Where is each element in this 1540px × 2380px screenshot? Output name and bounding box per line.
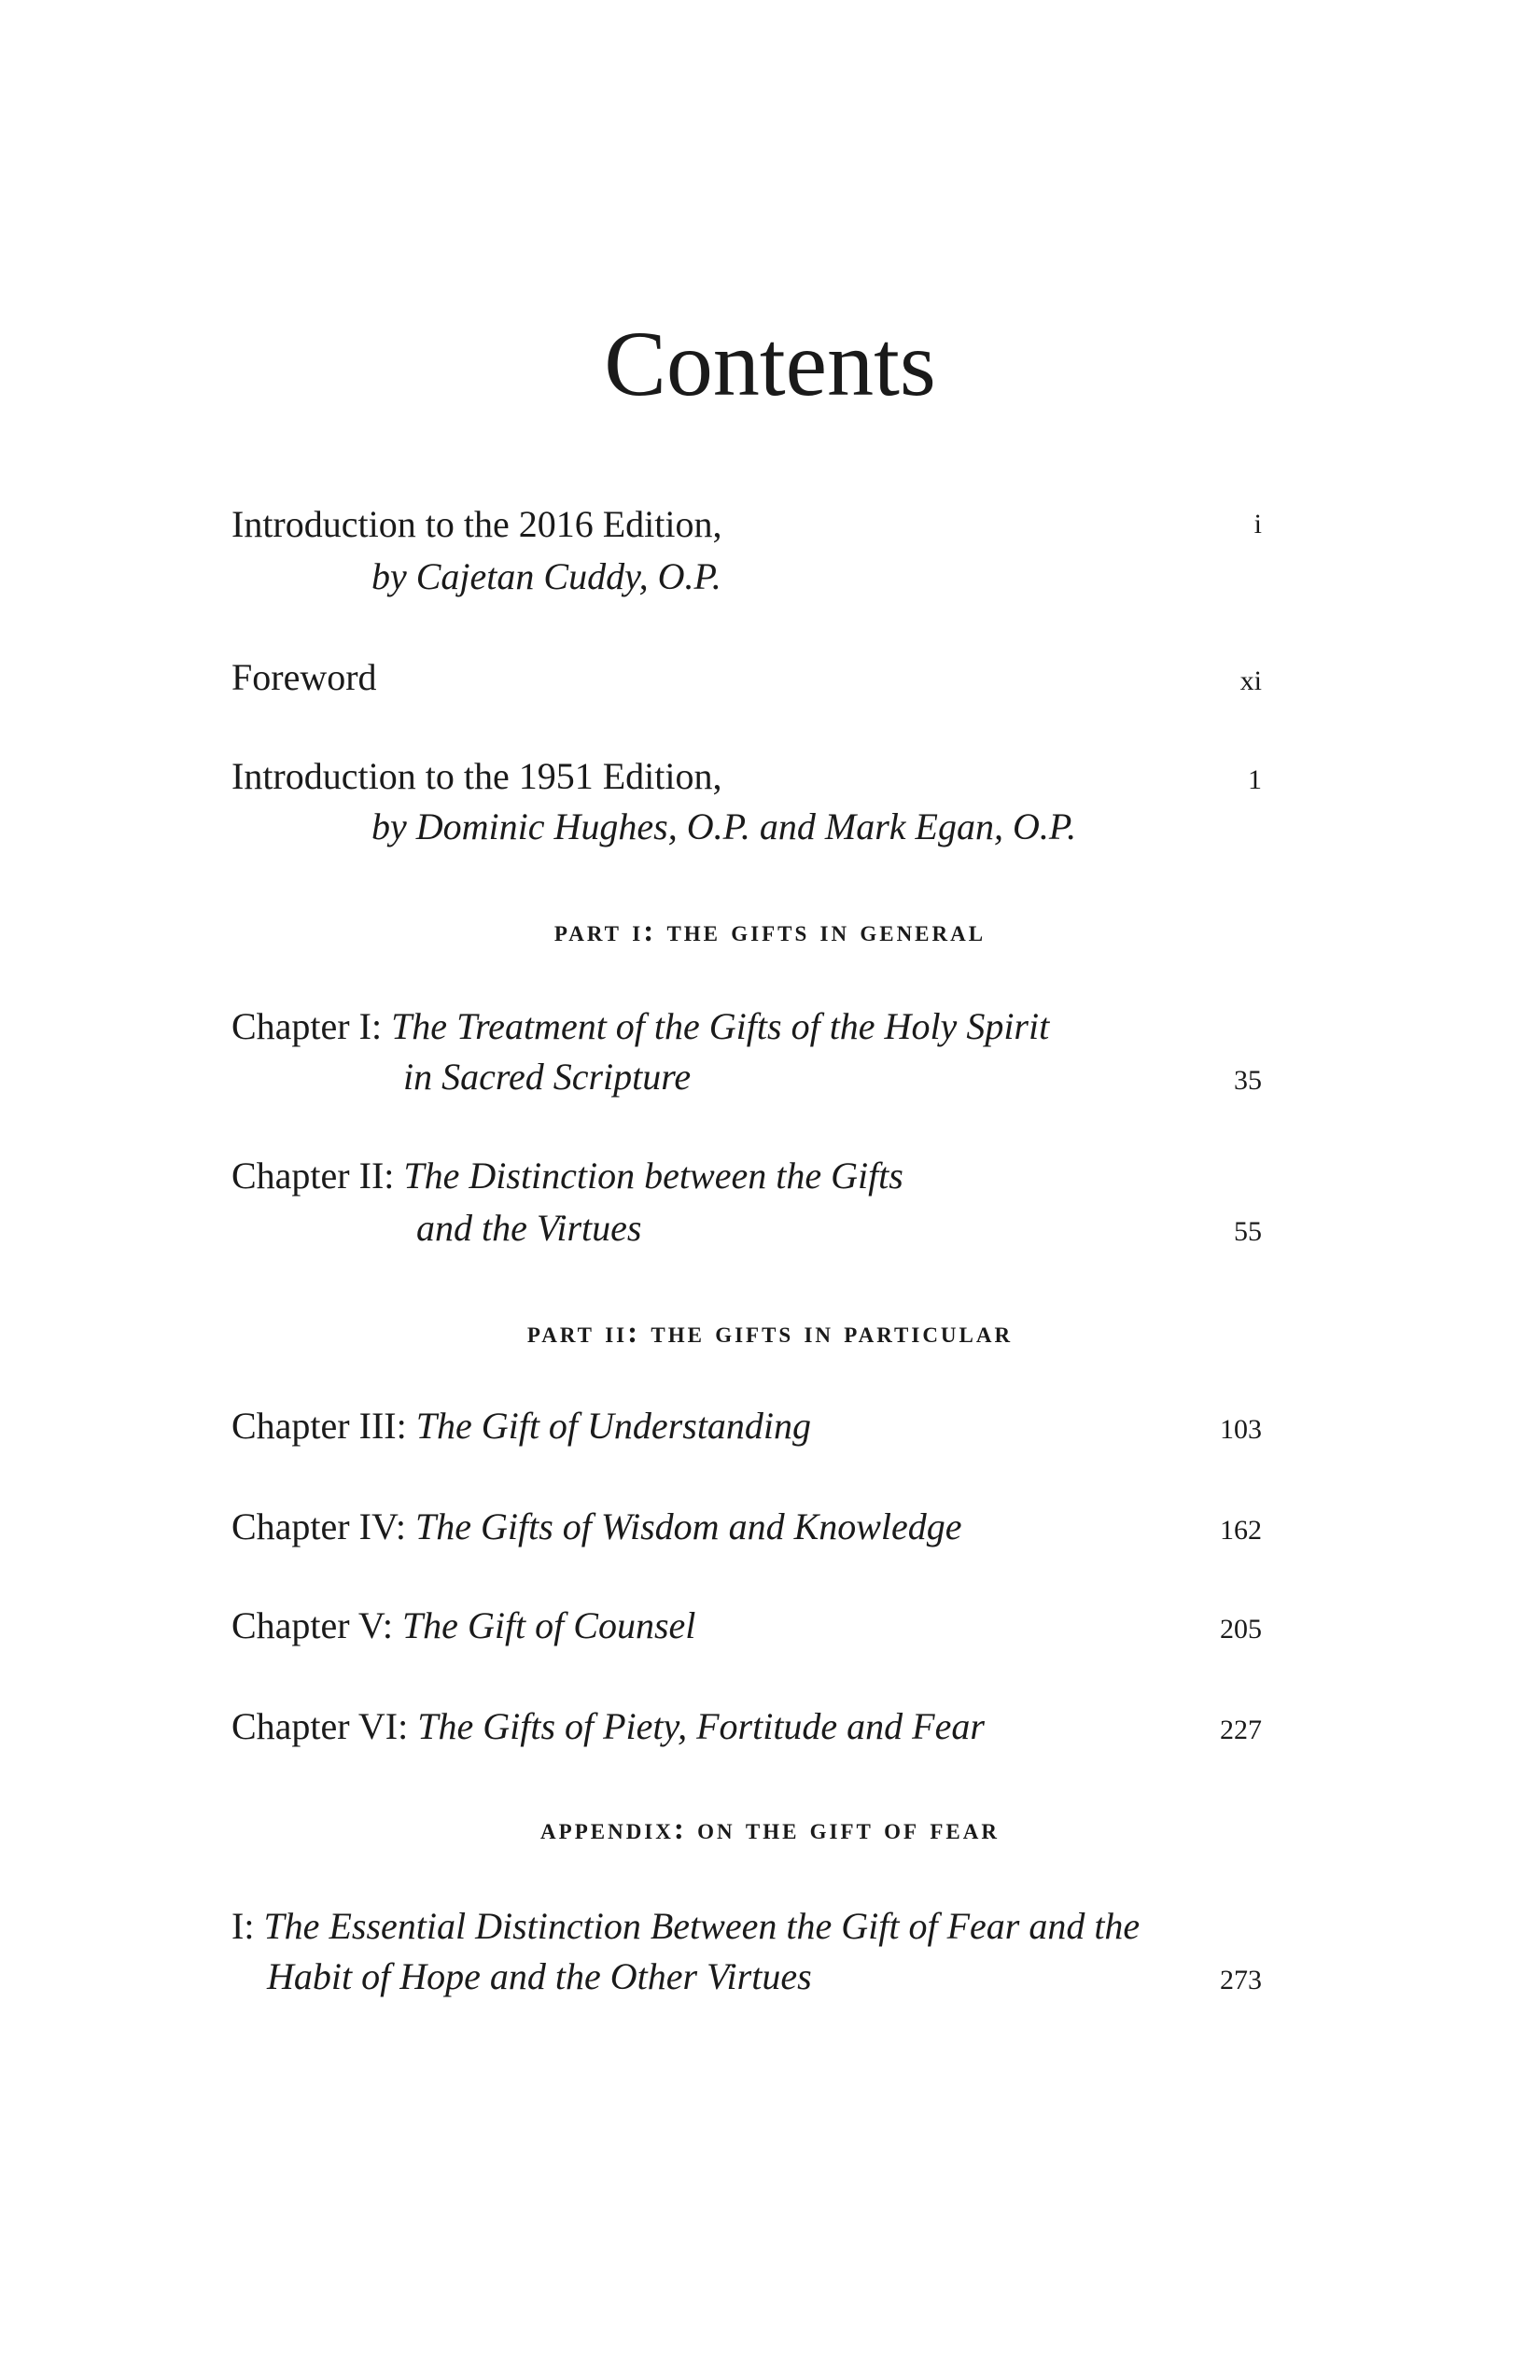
page-number: xi [1239, 665, 1262, 696]
toc-chapter [231, 1505, 962, 1549]
toc-chapter [231, 1603, 695, 1648]
page-number: 55 [1234, 1216, 1262, 1247]
page-number: 273 [1220, 1965, 1262, 1995]
chapter-title-continued: in Sacred Scripture [403, 1056, 692, 1098]
toc-chapter [231, 1404, 811, 1449]
appendix-prefix: I: [231, 1905, 255, 1947]
chapter-title: The Gifts of Piety, Fortitude and Fear [417, 1705, 985, 1747]
page-number: i [1253, 509, 1262, 539]
chapter-title: The Treatment of the Gifts of the Holy Spirit [391, 1005, 1050, 1047]
appendix-title-continued: Habit of Hope and the Other Virtues [267, 1955, 812, 1997]
toc-entry-intro-2016: Introduction to the 2016 Edition, [231, 503, 722, 545]
page-number: 1 [1248, 764, 1262, 795]
toc-chapter [231, 1004, 1049, 1049]
toc-appendix-entry [231, 1904, 1140, 1949]
chapter-title: The Gift of Counsel [401, 1604, 696, 1646]
part-heading: appendix: on the gift of fear [540, 1813, 1000, 1846]
chapter-title: The Gifts of Wisdom and Knowledge [414, 1505, 962, 1547]
chapter-title-continued: and the Virtues [416, 1207, 642, 1249]
part-heading: part ii: the gifts in particular [526, 1316, 1014, 1350]
toc-entry-foreword: Foreword [231, 656, 377, 698]
chapter-prefix: Chapter IV: [231, 1505, 406, 1547]
chapter-prefix: Chapter VI: [231, 1705, 409, 1747]
toc-chapter [231, 1154, 903, 1198]
page-number: 35 [1234, 1065, 1262, 1096]
chapter-title: The Gift of Understanding [415, 1405, 812, 1447]
toc-entry-intro-1951-byline: by Dominic Hughes, O.P. and Mark Egan, O.P. [371, 805, 1077, 847]
page-number: 103 [1220, 1414, 1262, 1445]
appendix-title: The Essential Distinction Between the Gift of Fear and the [263, 1905, 1141, 1947]
page-number: 205 [1220, 1614, 1262, 1645]
chapter-prefix: Chapter I: [231, 1005, 383, 1047]
part-heading: part i: the gifts in general [553, 915, 987, 948]
page-number: 162 [1220, 1515, 1262, 1546]
page-title: Contents [604, 312, 936, 415]
page-number: 227 [1220, 1715, 1262, 1745]
toc-chapter [231, 1704, 985, 1749]
chapter-title: The Distinction between the Gifts [403, 1155, 903, 1197]
toc-entry-intro-1951: Introduction to the 1951 Edition, [231, 755, 722, 797]
chapter-prefix: Chapter II: [231, 1155, 395, 1197]
chapter-prefix: Chapter V: [231, 1604, 393, 1646]
toc-entry-intro-2016-byline: by Cajetan Cuddy, O.P. [371, 555, 721, 597]
chapter-prefix: Chapter III: [231, 1405, 407, 1447]
